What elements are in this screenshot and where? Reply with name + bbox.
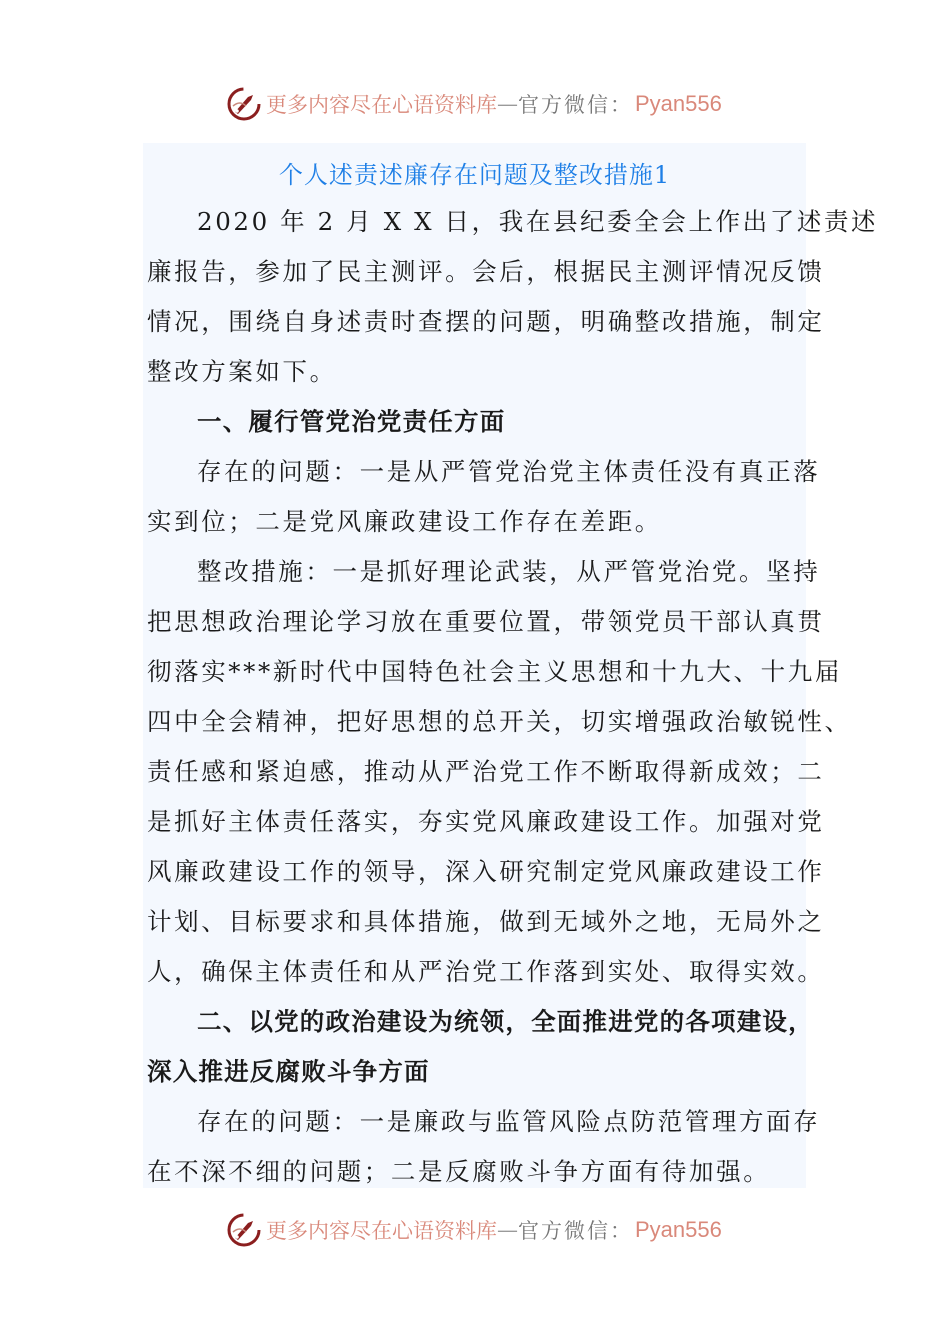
section-heading-1: 一、履行管党治党责任方面 <box>197 407 506 436</box>
paragraph-line: 人，确保主体责任和从严治党工作落到实处、取得实效。 <box>147 957 825 986</box>
watermark-official-label: 官方微信： <box>518 1219 633 1243</box>
quill-pen-logo-icon <box>226 86 262 122</box>
paragraph-line: 廉报告，参加了民主测评。会后，根据民主测评情况反馈 <box>147 257 825 286</box>
watermark-brand-text: 更多内容尽在心语资料库 <box>266 1219 497 1243</box>
paragraph-line: 是抓好主体责任落实，夯实党风廉政建设工作。加强对党 <box>147 807 825 836</box>
watermark-wechat-id: Pyan556 <box>635 1217 722 1242</box>
watermark-footer <box>226 1210 722 1250</box>
paragraph-line: 把思想政治理论学习放在重要位置，带领党员干部认真贯 <box>147 607 825 636</box>
paragraph-line: 2020 年 2 月 X X 日，我在县纪委全会上作出了述责述 <box>197 207 879 236</box>
paragraph-line: 存在的问题：一是从严管党治党主体责任没有真正落 <box>197 457 821 486</box>
document-title: 个人述责述廉存在问题及整改措施1 <box>278 161 671 189</box>
watermark-brand-text: 更多内容尽在心语资料库 <box>266 93 497 117</box>
paragraph-line: 存在的问题：一是廉政与监管风险点防范管理方面存 <box>197 1107 821 1136</box>
paragraph-line: 整改方案如下。 <box>147 357 337 386</box>
paragraph-line: 彻落实***新时代中国特色社会主义思想和十九大、十九届 <box>147 657 842 686</box>
watermark-dash: — <box>497 1218 518 1242</box>
paragraph-line: 整改措施：一是抓好理论武装，从严管党治党。坚持 <box>197 557 821 586</box>
paragraph-line: 在不深不细的问题；二是反腐败斗争方面有待加强。 <box>147 1157 771 1186</box>
paragraph-line: 实到位；二是党风廉政建设工作存在差距。 <box>147 507 662 536</box>
document-page <box>143 143 879 1188</box>
watermark-wechat-id: Pyan556 <box>635 91 722 116</box>
paragraph-line: 风廉政建设工作的领导，深入研究制定党风廉政建设工作 <box>147 857 825 886</box>
watermark-official-label: 官方微信： <box>518 93 633 117</box>
paragraph-line: 计划、目标要求和具体措施，做到无域外之地，无局外之 <box>147 907 825 936</box>
paragraph-line: 四中全会精神，把好思想的总开关，切实增强政治敏锐性、 <box>147 707 852 736</box>
section-heading-2: 二、以党的政治建设为统领，全面推进党的各项建设， <box>197 1007 814 1036</box>
watermark-header <box>226 84 722 124</box>
section-heading-2-cont: 深入推进反腐败斗争方面 <box>147 1057 430 1086</box>
paragraph-line: 责任感和紧迫感，推动从严治党工作不断取得新成效；二 <box>147 757 825 786</box>
watermark-dash: — <box>497 92 518 116</box>
quill-pen-logo-icon <box>226 1212 262 1248</box>
paragraph-line: 情况，围绕自身述责时查摆的问题，明确整改措施，制定 <box>147 307 825 336</box>
